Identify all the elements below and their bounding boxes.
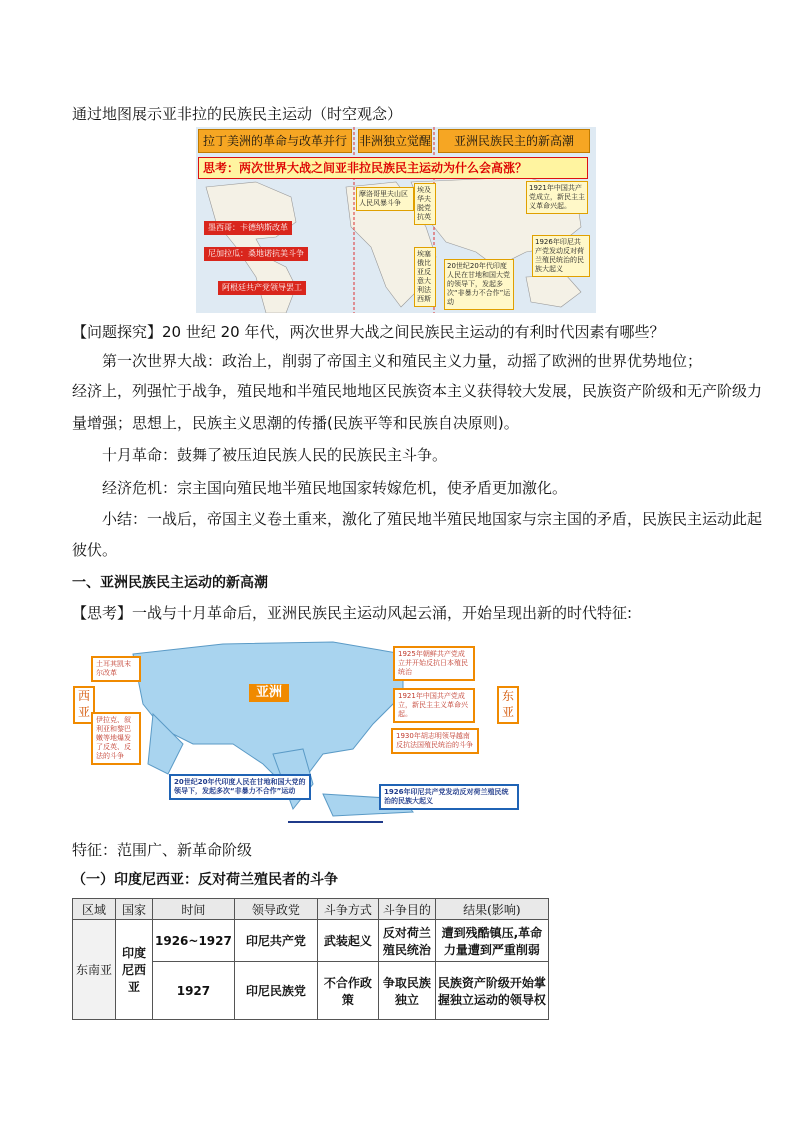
box-korea: 1925年朝鲜共产党成立并开始反抗日本殖民统治 <box>393 646 475 681</box>
cell-country: 印度尼西亚 <box>116 920 153 1020</box>
box-india: 20世纪20年代印度人民在甘地和国大党的领导下，发起多次“非暴力不合作”运动 <box>444 259 514 310</box>
header-method: 斗争方式 <box>317 899 378 920</box>
box-china-asia: 1921年中国共产党成立，新民主主义革命兴起。 <box>393 688 475 723</box>
header-party: 领导政党 <box>234 899 317 920</box>
world-map-figure <box>196 127 596 313</box>
header-country: 国家 <box>116 899 153 920</box>
cell-time: 1927 <box>153 962 235 1020</box>
header-goal: 斗争目的 <box>378 899 435 920</box>
box-china: 1921年中国共产党成立，新民主主义革命兴起。 <box>526 181 588 214</box>
box-india-asia: 20世纪20年代印度人民在甘地和国大党的领导下，发起多次“非暴力不合作”运动 <box>169 774 311 800</box>
band-latin-america: 拉丁美洲的革命与改革并行 <box>198 129 352 153</box>
cell-result: 民族资产阶级开始掌握独立运动的领导权 <box>435 962 548 1020</box>
para-october: 十月革命：鼓舞了被压迫民族人民的民族民主斗争。 <box>102 446 448 464</box>
cell-method: 不合作政策 <box>317 962 378 1020</box>
header-region: 区域 <box>73 899 116 920</box>
header-time: 时间 <box>153 899 235 920</box>
table-header-row <box>73 899 549 920</box>
features-line: 特征：范围广、新革命阶级 <box>72 841 253 859</box>
tag-mexico: 墨西哥：卡德纳斯改革 <box>204 221 292 235</box>
figure1-question: 思考：两次世界大战之间亚非拉民族民主运动为什么会高涨？ <box>198 157 588 179</box>
box-morocco: 摩洛哥里夫山区人民风暴斗争 <box>356 187 414 211</box>
para-summary-line2: 彼伏。 <box>72 541 118 559</box>
table-row <box>73 920 549 962</box>
header-result: 结果(影响) <box>435 899 548 920</box>
intro-heading: 通过地图展示亚非拉的民族民主运动（时空观念） <box>72 105 403 123</box>
box-west-asia-struggle: 伊拉克、叙利亚和黎巴嫩等地爆发了反英、反法的斗争 <box>91 712 141 765</box>
label-west-asia: 西亚 <box>73 686 95 724</box>
tag-argentina: 阿根廷共产党领导罢工 <box>218 281 306 295</box>
para-ww1-line2: 经济上，列强忙于战争，殖民地和半殖民地地区民族资本主义获得较大发展，民族资产阶级和无产阶级力 <box>72 382 763 400</box>
section-heading-asia: 一、亚洲民族民主运动的新高潮 <box>72 575 268 591</box>
para-summary-line1: 小结：一战后，帝国主义卷土重来，激化了殖民地半殖民地国家与宗主国的矛盾，民族民主运动此起 <box>102 510 763 528</box>
label-asia: 亚洲 <box>249 684 289 702</box>
cell-region: 东南亚 <box>73 920 116 1020</box>
cell-party: 印尼共产党 <box>234 920 317 962</box>
tag-nicaragua: 尼加拉瓜：桑地诺抗美斗争 <box>204 247 308 261</box>
box-egypt: 埃及华夫脱党抗英 <box>414 183 436 225</box>
box-ethiopia: 埃塞俄比亚反意大利法西斯 <box>414 247 436 307</box>
para-crisis: 经济危机：宗主国向殖民地半殖民地国家转嫁危机，使矛盾更加激化。 <box>102 479 568 497</box>
asia-map-figure <box>73 634 520 824</box>
cell-time: 1926~1927 <box>153 920 235 962</box>
cell-method: 武装起义 <box>317 920 378 962</box>
indonesia-table <box>72 898 549 1020</box>
box-indonesia: 1926年印尼共产党发动反对荷兰殖民统治的民族大起义 <box>532 235 590 277</box>
cell-goal: 反对荷兰殖民统治 <box>378 920 435 962</box>
band-asia: 亚洲民族民主的新高潮 <box>438 129 590 153</box>
cell-party: 印尼民族党 <box>234 962 317 1020</box>
para-ww1-line3: 量增强；思想上，民族主义思潮的传播(民族平等和民族自决原则)。 <box>72 414 519 432</box>
para-ww1-line1: 第一次世界大战：政治上，削弱了帝国主义和殖民主义力量，动摇了欧洲的世界优势地位； <box>102 352 703 370</box>
cell-result: 遭到残酷镇压,革命力量遭到严重削弱 <box>435 920 548 962</box>
subsection-indonesia: （一）印度尼西亚：反对荷兰殖民者的斗争 <box>72 872 338 888</box>
box-turkey: 土耳其凯末尔改革 <box>91 656 141 682</box>
inquiry-question: 【问题探究】20 世纪 20 年代，两次世界大战之间民族民主运动的有利时代因素有哪些？ <box>72 323 665 341</box>
think-prompt: 【思考】一战与十月革命后，亚洲民族民主运动风起云涌，开始呈现出新的时代特征: <box>72 604 633 622</box>
box-vietnam: 1930年胡志明领导越南反抗法国殖民统治的斗争 <box>391 728 479 754</box>
label-east-asia: 东亚 <box>497 686 519 724</box>
cell-goal: 争取民族独立 <box>378 962 435 1020</box>
band-africa: 非洲独立觉醒 <box>358 129 432 153</box>
box-indonesia-asia: 1926年印尼共产党发动反对荷兰殖民统治的民族大起义 <box>379 784 519 810</box>
